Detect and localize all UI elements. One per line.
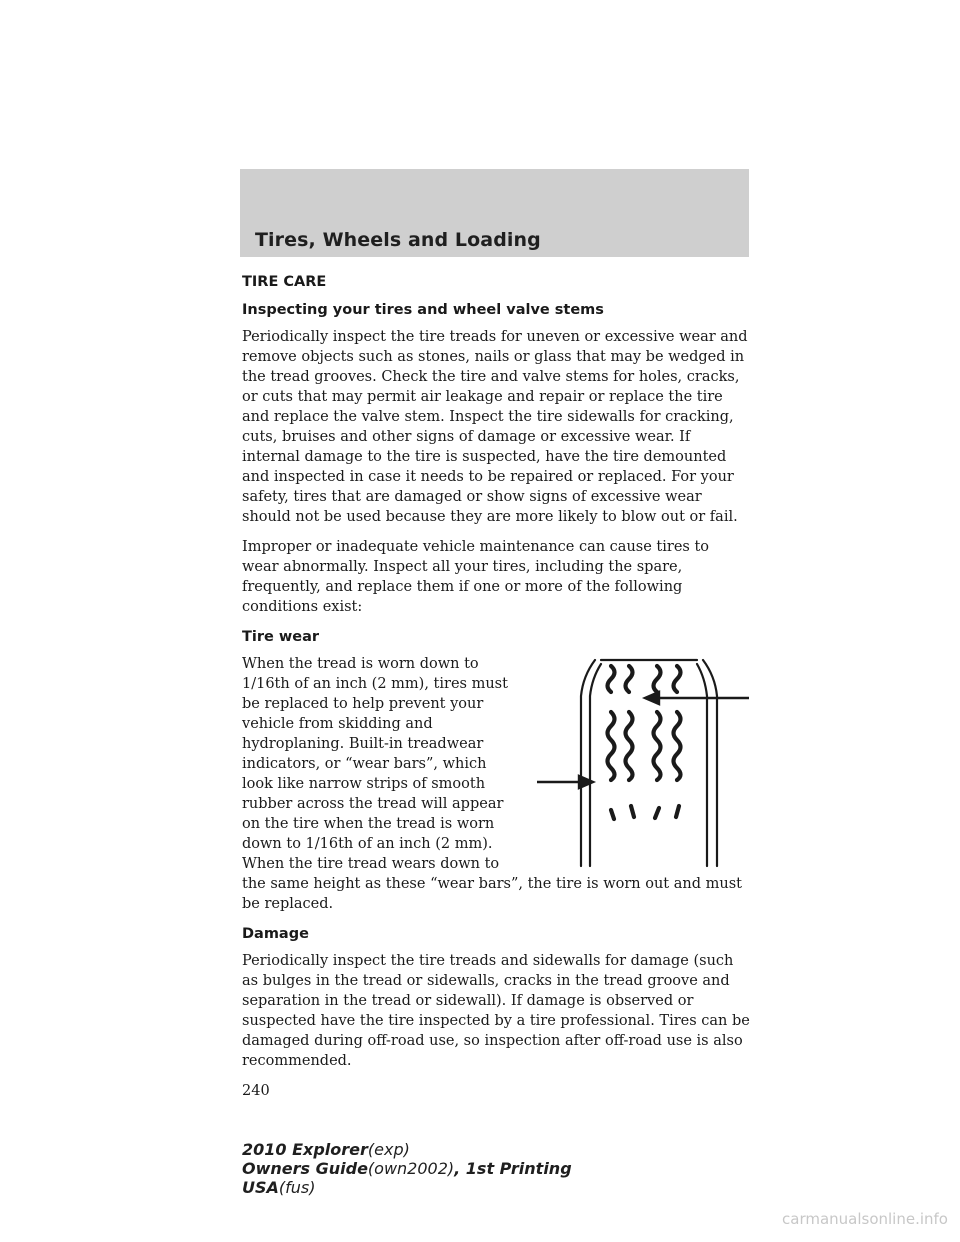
tire-tread-icon [535, 658, 750, 870]
chapter-title: Tires, Wheels and Loading [255, 229, 541, 251]
section-title: TIRE CARE [242, 274, 327, 290]
page-content [242, 262, 750, 1101]
maintenance-paragraph: Improper or inadequate vehicle maintenance can cause tires to wear abnormally. Inspect all your tires, including the spare, frequently, and replace them if one or more of the following conditions exist: [242, 539, 710, 615]
footer-line-model: 2010 Explorer(exp) [242, 1140, 410, 1159]
section-header-band [240, 169, 749, 257]
subsection-title: Inspecting your tires and wheel valve stems [242, 302, 604, 318]
tire-wear-paragraph: When the tread is worn down to 1/16th of an inch (2 mm), tires must be replaced to help prevent your vehicle from skidding and hydroplaning. Built-in treadwear indicators, or “wear bars”, which look like narrow strips of smooth rubber across the tread will appear on the tire when the tread is worn down to 1/16th of an inch (2 mm). When the tire tread wears down to the same height as these “wear bars”, the tire is worn out and must be replaced. [242, 656, 742, 912]
footer-line-guide: Owners Guide(own2002), 1st Printing [242, 1159, 572, 1178]
page-number: 240 [242, 1083, 270, 1099]
document-footer [242, 1140, 572, 1197]
tread-wear-figure [535, 658, 750, 870]
tire-wear-heading: Tire wear [242, 629, 320, 645]
damage-heading: Damage [242, 926, 309, 942]
footer-line-region: USA(fus) [242, 1178, 316, 1197]
inspection-paragraph: Periodically inspect the tire treads for uneven or excessive wear and remove objects such as stones, nails or glass that may be wedged in the tread grooves. Check the tire and valve stems for holes, cracks, or cuts that may permit air leakage and repair or replace the tire and replace the valve stem. Inspect the tire sidewalls for cracking, cuts, bruises and other signs of damage or excessive wear. If internal damage to the tire is suspected, have the tire demounted and inspected in case it needs to be repaired or replaced. For your safety, tires that are damaged or show signs of excessive wear should not be used because they are more likely to blow out or fail. [242, 329, 748, 525]
damage-paragraph: Periodically inspect the tire treads and sidewalls for damage (such as bulges in the tread or sidewalls, cracks in the tread groove and separation in the tread or sidewall). If damage is observed or suspected have the tire inspected by a tire professional. Tires can be damaged during off-road use, so inspection after off-road use is also recommended. [242, 953, 750, 1069]
watermark: carmanualsonline.info [782, 1210, 948, 1228]
